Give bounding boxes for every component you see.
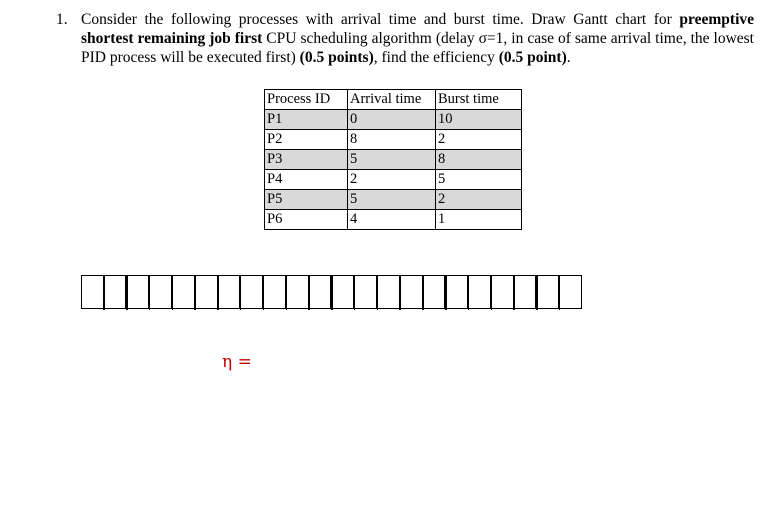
cell-burst-time: 8 xyxy=(436,150,522,170)
gantt-cell xyxy=(128,275,150,309)
question-bold-algorithm: preemptive shortest remaining job first xyxy=(81,11,754,47)
process-table xyxy=(264,89,522,230)
efficiency-label: η = xyxy=(222,352,252,372)
cell-arrival-time: 8 xyxy=(348,130,436,150)
gantt-cell xyxy=(105,275,127,309)
gantt-cell xyxy=(150,275,172,309)
gantt-cell xyxy=(264,275,286,309)
gantt-chart-blank xyxy=(81,275,583,309)
cell-process-id: P1 xyxy=(265,110,348,130)
table-row xyxy=(265,170,522,190)
table-row xyxy=(265,210,522,230)
gantt-cell xyxy=(355,275,377,309)
question-text-part: Consider the following processes with arrival time and burst time. Draw Gantt chart for xyxy=(81,11,680,28)
gantt-cell xyxy=(82,275,104,309)
table-row xyxy=(265,150,522,170)
cell-arrival-time: 5 xyxy=(348,150,436,170)
cell-burst-time: 5 xyxy=(436,170,522,190)
table-header-row xyxy=(265,90,522,110)
cell-arrival-time: 0 xyxy=(348,110,436,130)
cell-process-id: P6 xyxy=(265,210,348,230)
cell-process-id: P2 xyxy=(265,130,348,150)
cell-process-id: P3 xyxy=(265,150,348,170)
question-text-part: CPU scheduling algorithm (delay σ=1, in case of same arrival time, the lowest PID process will be executed first) xyxy=(81,30,754,66)
gantt-cell xyxy=(492,275,514,309)
gantt-cell xyxy=(287,275,309,309)
cell-burst-time: 2 xyxy=(436,130,522,150)
gantt-cell xyxy=(515,275,537,309)
cell-arrival-time: 2 xyxy=(348,170,436,190)
gantt-cell xyxy=(560,275,582,309)
gantt-cell xyxy=(378,275,400,309)
gantt-cell xyxy=(196,275,218,309)
gantt-cell xyxy=(538,275,560,309)
gantt-cell xyxy=(333,275,355,309)
header-process-id: Process ID xyxy=(265,90,348,110)
cell-process-id: P4 xyxy=(265,170,348,190)
table-row xyxy=(265,190,522,210)
gantt-cell xyxy=(241,275,263,309)
table-row xyxy=(265,110,522,130)
gantt-cell xyxy=(219,275,241,309)
header-burst-time: Burst time xyxy=(436,90,522,110)
gantt-cell xyxy=(310,275,332,309)
gantt-cell xyxy=(401,275,423,309)
cell-burst-time: 1 xyxy=(436,210,522,230)
gantt-cell xyxy=(424,275,446,309)
cell-burst-time: 2 xyxy=(436,190,522,210)
question-text-part: . xyxy=(566,49,571,66)
cell-arrival-time: 5 xyxy=(348,190,436,210)
cell-arrival-time: 4 xyxy=(348,210,436,230)
question-bold-points-2: (0.5 point) xyxy=(498,49,567,66)
cell-burst-time: 10 xyxy=(436,110,522,130)
gantt-cell xyxy=(469,275,491,309)
header-arrival-time: Arrival time xyxy=(348,90,436,110)
gantt-cell xyxy=(173,275,195,309)
question-text xyxy=(81,10,754,67)
gantt-cell xyxy=(447,275,469,309)
question-bold-points-1: (0.5 points) xyxy=(299,49,374,66)
question-text-part: , find the efficiency xyxy=(373,49,499,66)
cell-process-id: P5 xyxy=(265,190,348,210)
table-row xyxy=(265,130,522,150)
question-number: 1. xyxy=(56,11,68,28)
